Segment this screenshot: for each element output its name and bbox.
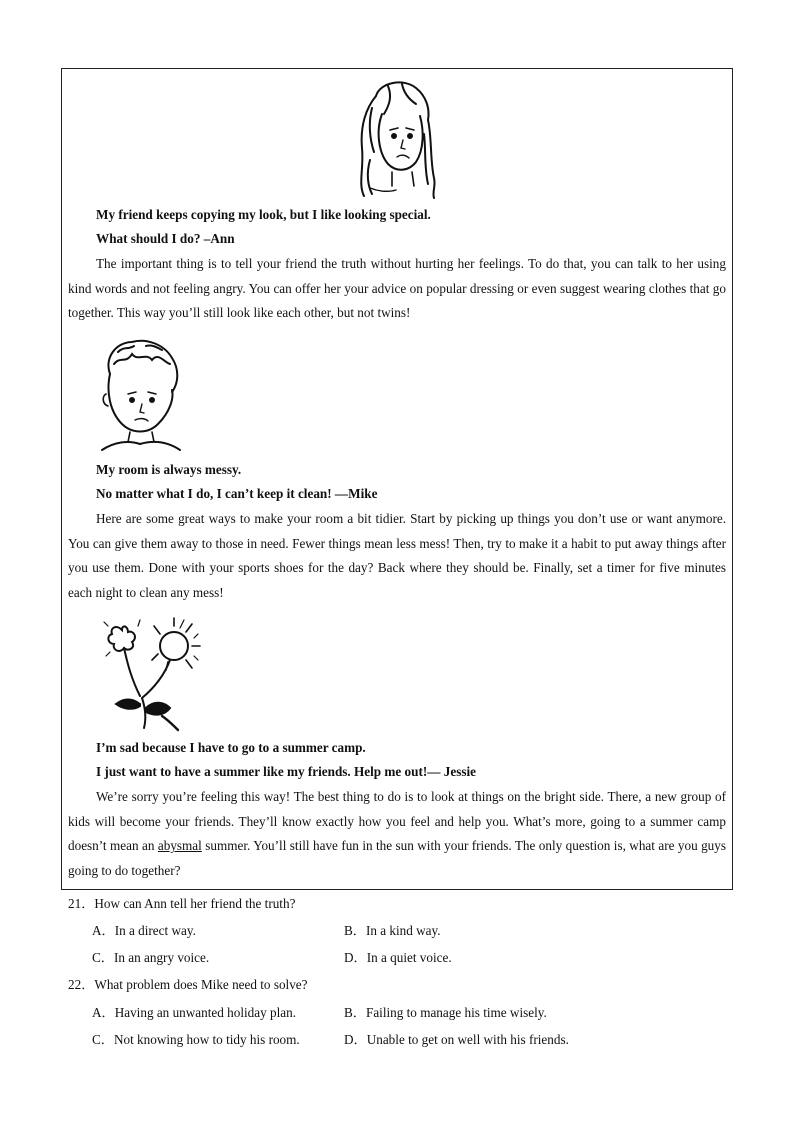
question-21-option-b[interactable]: B．In a kind way.: [344, 923, 441, 938]
letter-mike-heading-1: My room is always messy.: [96, 462, 242, 477]
flowers-illustration: [98, 612, 202, 732]
letter-jessie-heading-1: I’m sad because I have to go to a summer camp.: [96, 740, 366, 755]
letter-ann-heading-2: What should I do? –Ann: [96, 231, 235, 246]
question-22-option-a[interactable]: A．Having an unwanted holiday plan.: [92, 1005, 296, 1020]
letter-mike-heading-2: No matter what I do, I can’t keep it clean! —Mike: [96, 486, 378, 501]
question-21-option-a[interactable]: A．In a direct way.: [92, 923, 196, 938]
answer-jessie-text-part-1: We’re sorry you’re feeling this way! The best thing to do is to look at things on the bright side. There, a new group of kids will become your friends. They’ll know exactly how you feel and help you. What’s more, going to a summer camp doesn’t mean an: [68, 789, 726, 853]
underlined-word-abysmal: abysmal: [157, 838, 202, 853]
answer-ann: [68, 252, 726, 326]
answer-mike: [68, 507, 726, 605]
answer-jessie-text-part-2: summer. You’ll still have fun in the sun with your friends. The only question is, what are you guys going to do together?: [68, 838, 726, 878]
answer-mike-text: Here are some great ways to make your room a bit tidier. Start by picking up things you don’t use or want anymore. You can give them away to those in need. Fewer things mean less mess! Then, try to make it a habit to put away things after you use them. Done with your sports shoes for the day? Back where they should be. Finally, set a timer for five minutes each night to clean any mess!: [68, 511, 726, 600]
question-22-option-b[interactable]: B．Failing to manage his time wisely.: [344, 1005, 547, 1020]
answer-jessie-text: [68, 785, 726, 883]
sad-boy-illustration: [98, 334, 184, 454]
letter-jessie-heading-2: I just want to have a summer like my friends. Help me out!— Jessie: [96, 764, 476, 779]
worried-girl-illustration: [346, 74, 442, 200]
answer-jessie: [68, 785, 726, 883]
question-22-stem: 22．What problem does Mike need to solve?: [68, 977, 308, 992]
question-22-option-d[interactable]: D．Unable to get on well with his friends.: [344, 1032, 569, 1047]
question-21-stem: 21．How can Ann tell her friend the truth?: [68, 896, 296, 911]
question-21-option-d[interactable]: D．In a quiet voice.: [344, 950, 452, 965]
question-21-option-c[interactable]: C．In an angry voice.: [92, 950, 210, 965]
answer-ann-text: The important thing is to tell your friend the truth without hurting her feelings. To do that, you can talk to her using kind words and not feeling angry. You can offer her your advice on popular dressing or even suggest wearing clothes that go together. This way you’ll still look like each other, but not twins!: [68, 256, 726, 320]
letter-ann-heading-1: My friend keeps copying my look, but I like looking special.: [96, 207, 431, 222]
question-22-option-c[interactable]: C．Not knowing how to tidy his room.: [92, 1032, 300, 1047]
